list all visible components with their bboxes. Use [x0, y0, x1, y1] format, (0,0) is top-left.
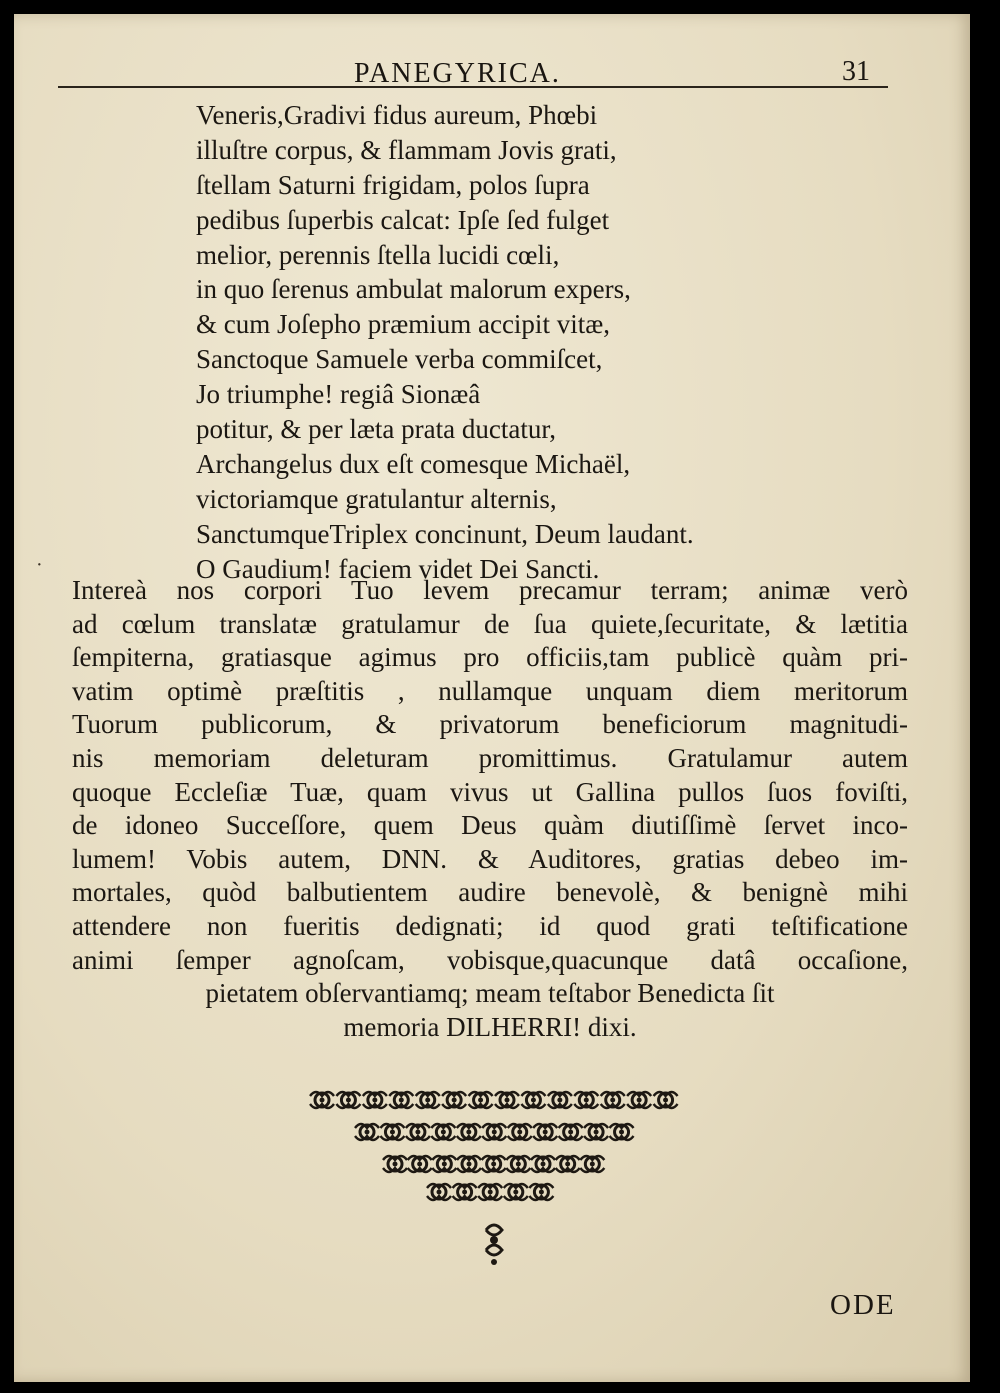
prose-line: quoque Eccleſiæ Tuæ, quam vivus ut Gallina pullos ſuos foviſti,: [72, 776, 908, 807]
verse-line: Sanctoque Samuele verba commiſcet,: [196, 344, 603, 375]
fleuron-glyph: [654, 1092, 678, 1108]
fleuron-glyph: [601, 1092, 625, 1108]
verse-line: Jo triumphe! regiâ Sionæâ: [196, 379, 481, 410]
fleuron-glyph: [521, 1092, 545, 1108]
fleuron-glyph: [627, 1092, 651, 1108]
page-number: 31: [842, 56, 870, 87]
prose-line: ad cœlum translatæ gratulamur de ſua quiete,ſecuritate, & lætitia: [72, 608, 908, 639]
book-page: [14, 14, 970, 1382]
prose-line: de idoneo Succeſſore, quem Deus quàm diutiſſimè ſervet inco-: [72, 810, 908, 841]
fleuron-glyph: [453, 1184, 477, 1200]
verse-line: SanctumqueTriplex concinunt, Deum laudant.: [196, 518, 694, 549]
prose-line: attendere non fueritis dedignati; id quod grati teſtificatione: [72, 910, 908, 941]
fleuron-glyph: [431, 1124, 455, 1140]
fleuron-glyph: [478, 1184, 502, 1200]
fleuron-glyph: [580, 1156, 604, 1172]
fleuron-glyph: [469, 1092, 493, 1108]
verse-line: victoriamque gratulantur alternis,: [196, 483, 557, 514]
fleuron-glyph: [457, 1156, 481, 1172]
fleuron-glyph: [406, 1124, 430, 1140]
prose-line: lumem! Vobis autem, DNN. & Auditores, gratias debeo im-: [72, 843, 908, 874]
fleuron-glyph: [310, 1092, 334, 1108]
fleuron-stem: [486, 1225, 502, 1265]
verse-line: pedibus ſuperbis calcat: Ipſe ſed fulget: [196, 204, 610, 235]
fleuron-glyph: [432, 1156, 456, 1172]
verse-line: melior, perennis ſtella lucidi cœli,: [196, 239, 560, 270]
fleuron-glyph: [559, 1124, 583, 1140]
prose-line: Intereà nos corpori Tuo levem precamur terram; animæ verò: [72, 575, 908, 605]
fleuron-glyph: [529, 1184, 553, 1200]
fleuron-glyph: [482, 1156, 506, 1172]
fleuron-glyph: [389, 1092, 413, 1108]
prose-line: animi ſemper agnoſcam, vobisque,quacunque datâ occaſione,: [72, 944, 908, 975]
prose-line: ſempiterna, gratiasque agimus pro officiis,tam publicè quàm pri-: [72, 642, 908, 673]
verse-block: [196, 98, 876, 586]
fleuron-glyph: [584, 1124, 608, 1140]
verse-line: illuſtre corpus, & flammam Jovis grati,: [196, 134, 617, 165]
prose-line: nis memoriam deleturam promittimus. Gratulamur autem: [72, 742, 908, 773]
fleuron-glyph: [574, 1092, 598, 1108]
prose-line: Tuorum publicorum, & privatorum beneficiorum magnitudi-: [72, 709, 908, 740]
fleuron-glyph: [495, 1092, 519, 1108]
catchword: ODE: [830, 1289, 896, 1321]
fleuron-glyph: [380, 1124, 404, 1140]
prose-block: [72, 574, 908, 1044]
fleuron-glyph: [548, 1092, 572, 1108]
verse-line: O Gaudium! faciem videt Dei Sancti.: [196, 553, 600, 584]
fleuron-glyph: [363, 1092, 387, 1108]
fleuron-glyph: [336, 1092, 360, 1108]
verse-line: & cum Joſepho præmium accipit vitæ,: [196, 309, 610, 340]
verse-line: Veneris,Gradivi fidus aureum, Phœbi: [196, 100, 598, 130]
fleuron-glyph: [416, 1092, 440, 1108]
verse-line: Archangelus dux eſt comesque Michaël,: [196, 448, 631, 479]
verse-line: potitur, & per læta prata ductatur,: [196, 414, 556, 445]
fleuron-glyph: [355, 1124, 379, 1140]
header-rule: [58, 86, 888, 88]
fleuron-glyph: [457, 1124, 481, 1140]
prose-line: vatim optimè præſtitis , nullamque unquam diem meritorum: [72, 675, 908, 706]
verse-line: ſtellam Saturni frigidam, polos ſupra: [196, 169, 590, 200]
fleuron-glyph: [482, 1124, 506, 1140]
prose-line: memoria DILHERRI! dixi.: [343, 1011, 637, 1042]
running-head: PANEGYRICA.: [354, 58, 561, 89]
fleuron-glyph: [504, 1184, 528, 1200]
fleuron-glyph: [508, 1124, 532, 1140]
margin-mark: ·: [36, 554, 43, 576]
fleuron-glyph: [556, 1156, 580, 1172]
fleuron-glyph: [408, 1156, 432, 1172]
fleuron-glyph: [531, 1156, 555, 1172]
prose-line: pietatem obſervantiamq; meam teſtabor Benedicta ſit: [205, 978, 775, 1009]
fleuron-glyph: [427, 1184, 451, 1200]
fleuron-glyph: [610, 1124, 634, 1140]
prose-line: mortales, quòd balbutientem audire benevolè, & benignè mihi: [72, 877, 908, 908]
fleuron-ornament: [294, 1084, 694, 1274]
fleuron-glyph: [533, 1124, 557, 1140]
page-header: [14, 54, 970, 94]
fleuron-glyph: [383, 1156, 407, 1172]
fleuron-glyph: [506, 1156, 530, 1172]
fleuron-glyph: [442, 1092, 466, 1108]
verse-line: in quo ſerenus ambulat malorum expers,: [196, 274, 631, 305]
